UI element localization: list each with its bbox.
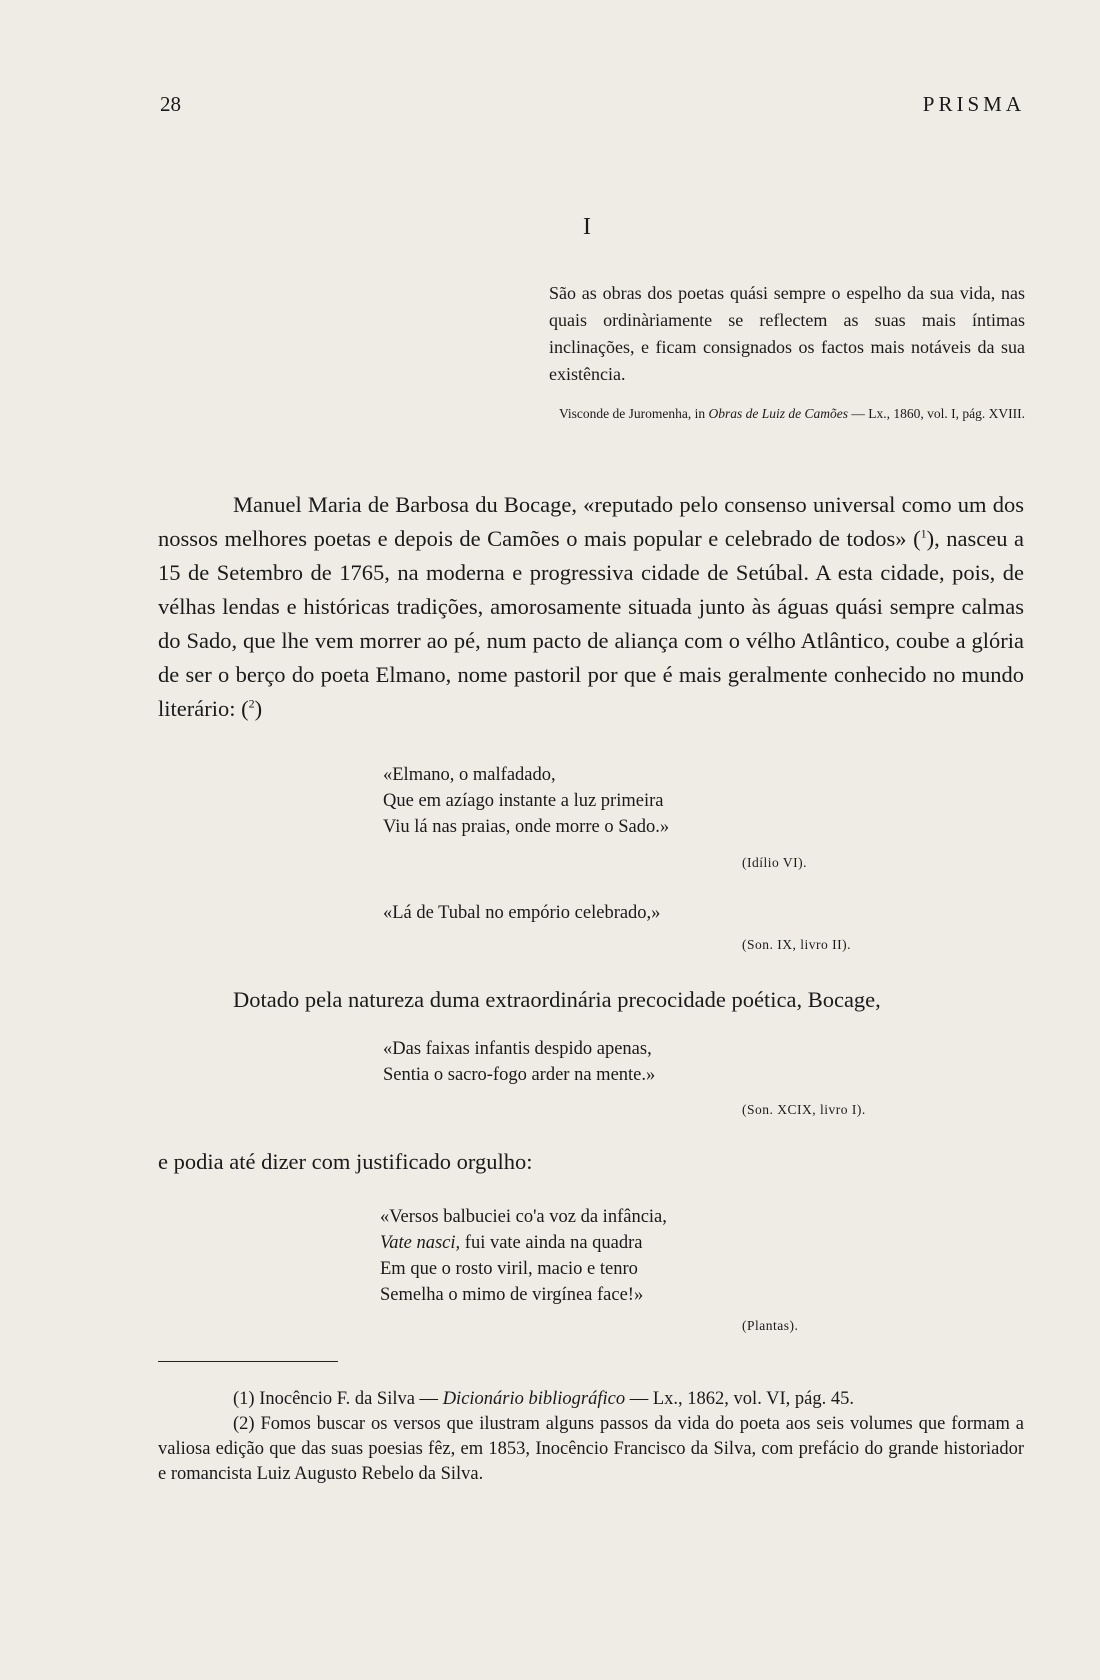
verse-source-1: (Idílio VI). — [742, 855, 807, 870]
verse-quote-2 — [383, 900, 660, 926]
verse-line: «Versos balbuciei co'a voz da infância, — [380, 1207, 667, 1227]
verse-line: «Elmano, o malfadado, — [383, 765, 556, 785]
verse-line: Semelha o mimo de virgínea face!» — [380, 1285, 644, 1305]
paragraph-2: Dotado pela natureza duma extraordinária precocidade poética, Bocage, — [233, 987, 881, 1012]
verse-source-3: (Son. XCIX, livro I). — [742, 1102, 866, 1117]
footnote-ref-1: 1 — [920, 526, 927, 541]
running-header-title: PRISMA — [922, 92, 1025, 116]
verse-source-2: (Son. IX, livro II). — [742, 937, 851, 952]
footnote-1: (1) Inocêncio F. da Silva — Dicionário bibliográfico — Lx., 1862, vol. VI, pág. 45. — [233, 1389, 854, 1409]
epigraph-text: São as obras dos poetas quási sempre o espelho da sua vida, nas quais ordinàriamente se reflectem as suas mais íntimas inclinações, e ficam consignados os factos mais notáveis da sua existência. — [549, 283, 1025, 384]
verse-line: «Lá de Tubal no empório celebrado,» — [383, 903, 661, 923]
verse-line: Sentia o sacro-fogo arder na mente.» — [383, 1065, 656, 1085]
verse-line: Viu lá nas praias, onde morre o Sado.» — [383, 817, 670, 837]
epigraph-source — [549, 403, 1025, 425]
epigraph-details: — Lx., 1860, vol. I, pág. XVIII. — [848, 406, 1025, 421]
footnote-2: (2) Fomos buscar os versos que ilustram alguns passos da vida do poeta aos seis volumes que formam a valiosa edição que das suas poesias fêz, em 1853, Inocêncio Francisco da Silva, com prefácio do grande historiador e romancista Luiz Augusto Rebelo da Silva. — [158, 1414, 1024, 1484]
epigraph-author: Visconde de Juromenha, in — [558, 406, 709, 421]
verse-italic-phrase: Vate nasci, — [380, 1233, 461, 1253]
section-number: I — [583, 214, 591, 240]
verse-line: «Das faixas infantis despido apenas, — [383, 1039, 652, 1059]
footnote-ref-2: 2 — [248, 696, 255, 711]
footnotes — [158, 1387, 1024, 1487]
verse-line: Em que o rosto viril, macio e tenro — [380, 1259, 638, 1279]
verse-line: Vate nasci, fui vate ainda na quadra — [380, 1233, 643, 1253]
verse-line: Que em azíago instante a luz primeira — [383, 791, 664, 811]
epigraph — [549, 280, 1025, 388]
footnote-separator — [158, 1361, 338, 1362]
verse-quote-3 — [383, 1036, 655, 1088]
epigraph-work: Obras de Luiz de Camões — [708, 406, 849, 421]
verse-source-4: (Plantas). — [742, 1318, 799, 1333]
paragraph-3: e podia até dizer com justificado orgulho: — [158, 1149, 533, 1174]
paragraph-1: Manuel Maria de Barbosa du Bocage, «reputado pelo consenso universal como um dos nossos melhores poetas e depois de Camões o mais popular e celebrado de todos» ($^1$), nasceu a 15 de Setembro de 1765, na moderna e progressiva cidade de Setúbal. A esta cidade, pois, de vélhas lendas e históricas tradições, amorosamente situada junto às águas quási sempre calmas do Sado, que lhe vem morrer ao pé, num pacto de aliança com o vélho Atlântico, coube a glória de ser o berço do poeta Elmano, nome pastoril por que é mais geralmente conhecido no mundo literário: ($^2$) — [158, 492, 1024, 721]
page-number: 28 — [160, 92, 181, 116]
verse-quote-1 — [383, 762, 669, 840]
verse-quote-4 — [380, 1204, 667, 1308]
